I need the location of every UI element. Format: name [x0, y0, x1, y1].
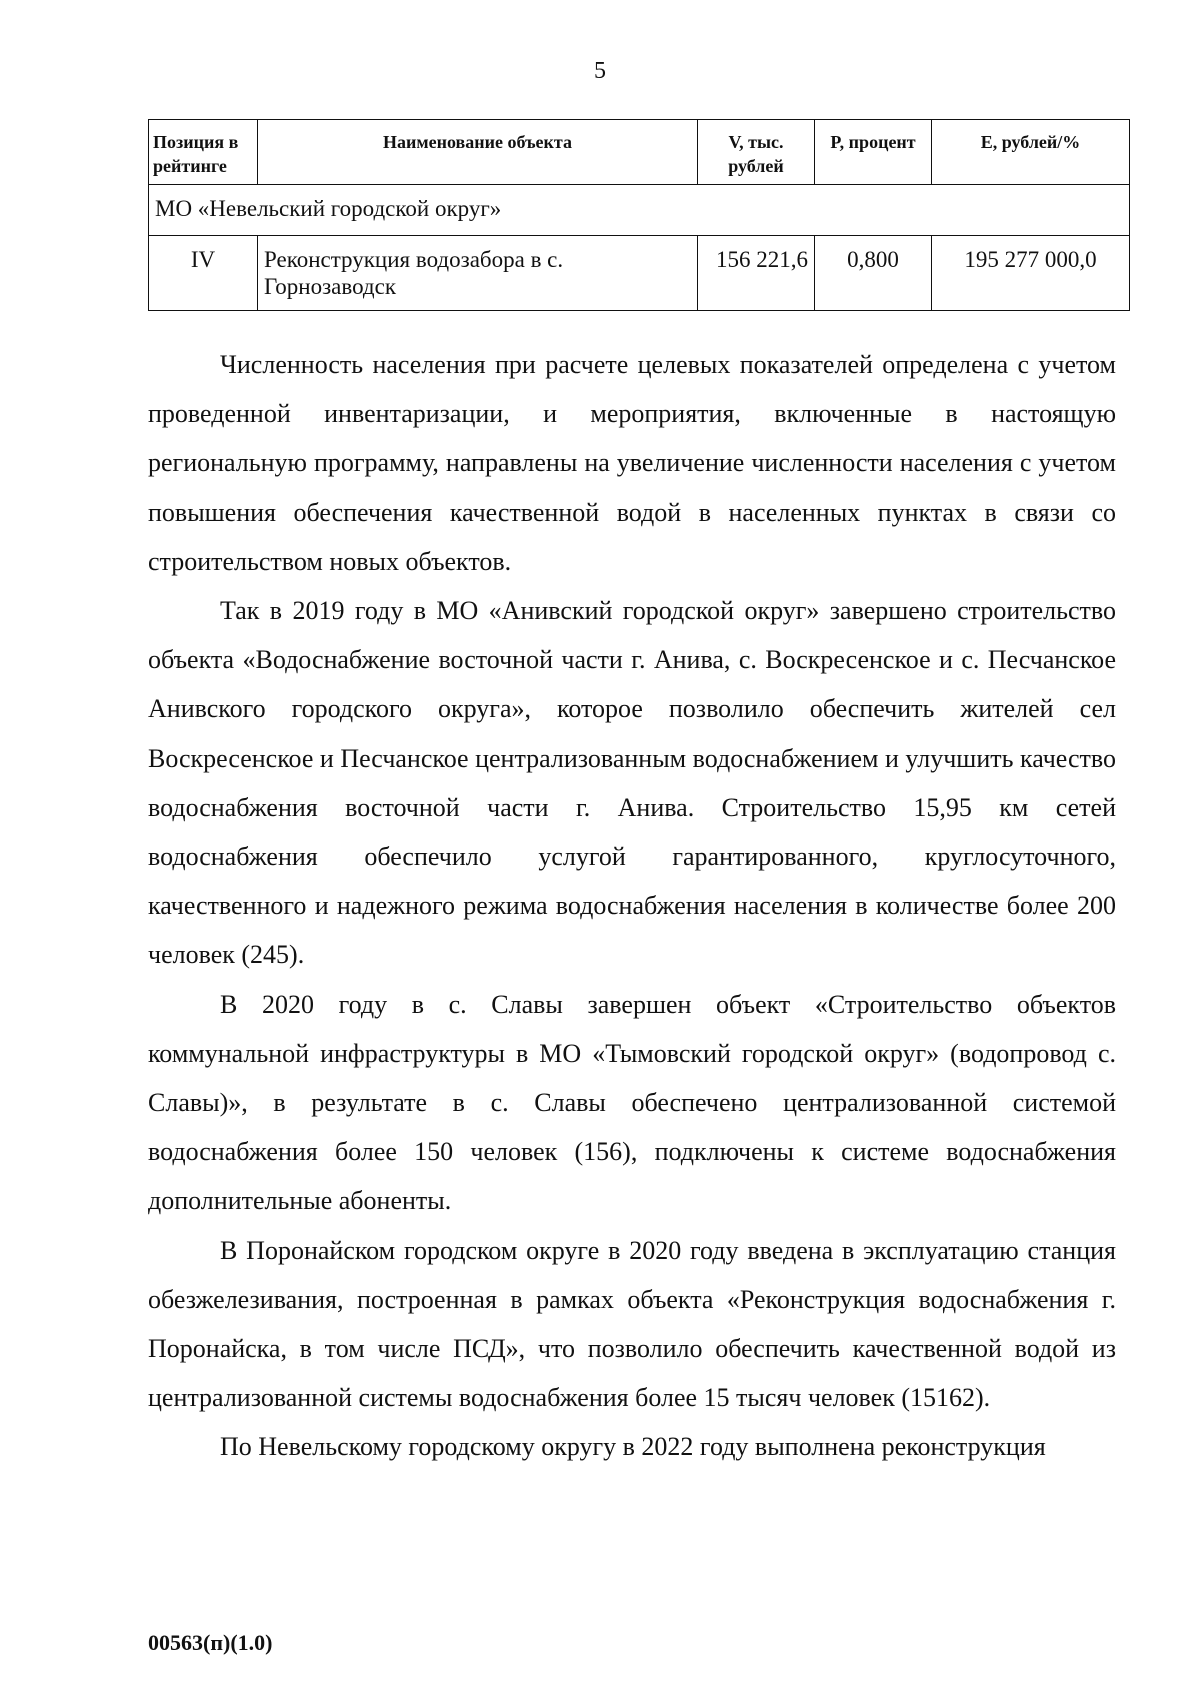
rating-table	[148, 119, 1130, 311]
paragraph-5: По Невельскому городскому округу в 2022 году выполнена реконструкция	[220, 1432, 1046, 1462]
cell-e: 195 277 000,0	[932, 236, 1130, 311]
paragraph-4: В Поронайском городском округе в 2020 году введена в эксплуатацию станция обезжелезивания, построенная в рамках объекта «Реконструкция водоснабжения г. Поронайска, в том числе ПСД», что позволило обеспечить качественной водой из централизованной системы водоснабжения более 15 тысяч человек (15162).	[148, 1235, 1116, 1413]
cell-p: 0,800	[815, 236, 932, 311]
header-position: Позиция в рейтинге	[149, 120, 258, 185]
paragraph-2: Так в 2019 году в МО «Анивский городской округ» завершено строительство объекта «Водоснабжение восточной части г. Анива, с. Воскресенское и с. Песчанское Анивского городского округа», которое позволило обеспечить жителей сел Воскресенское и Песчанское централизованным водоснабжением и улучшить качество водоснабжения восточной части г. Анива. Строительство 15,95 км сетей водоснабжения обеспечило услугой гарантированного, круглосуточного, качественного и надежного режима водоснабжения населения в количестве более 200 человек (245).	[148, 596, 1116, 970]
header-v: V, тыс. рублей	[698, 120, 815, 185]
header-e: E, рублей/%	[932, 120, 1130, 185]
paragraph-1: Численность населения при расчете целевых показателей определена с учетом проведенной инвентаризации, и мероприятия, включенные в настоящую региональную программу, направлены на увеличение численности населения с учетом повышения обеспечения качественной водой в населенных пунктах в связи со строительством новых объектов.	[148, 350, 1116, 576]
header-name: Наименование объекта	[258, 120, 698, 185]
table-group-row	[149, 185, 1130, 236]
cell-position: IV	[149, 236, 258, 311]
cell-v: 156 221,6	[698, 236, 815, 311]
table-header-row	[149, 120, 1130, 185]
cell-name: Реконструкция водозабора в с. Горнозаводск	[258, 236, 698, 311]
paragraph-3: В 2020 году в с. Славы завершен объект «Строительство объектов коммунальной инфраструктуры в МО «Тымовский городской округ» (водопровод с. Славы)», в результате в с. Славы обеспечено централизованной системой водоснабжения более 150 человек (156), подключены к системе водоснабжения дополнительные абоненты.	[148, 989, 1116, 1216]
page-number: 5	[594, 58, 606, 84]
group-label: МО «Невельский городской округ»	[149, 185, 1130, 236]
header-p: P, процент	[815, 120, 932, 185]
body-text	[148, 340, 1116, 1472]
table-row	[149, 236, 1130, 311]
document-code: 00563(п)(1.0)	[148, 1630, 273, 1655]
